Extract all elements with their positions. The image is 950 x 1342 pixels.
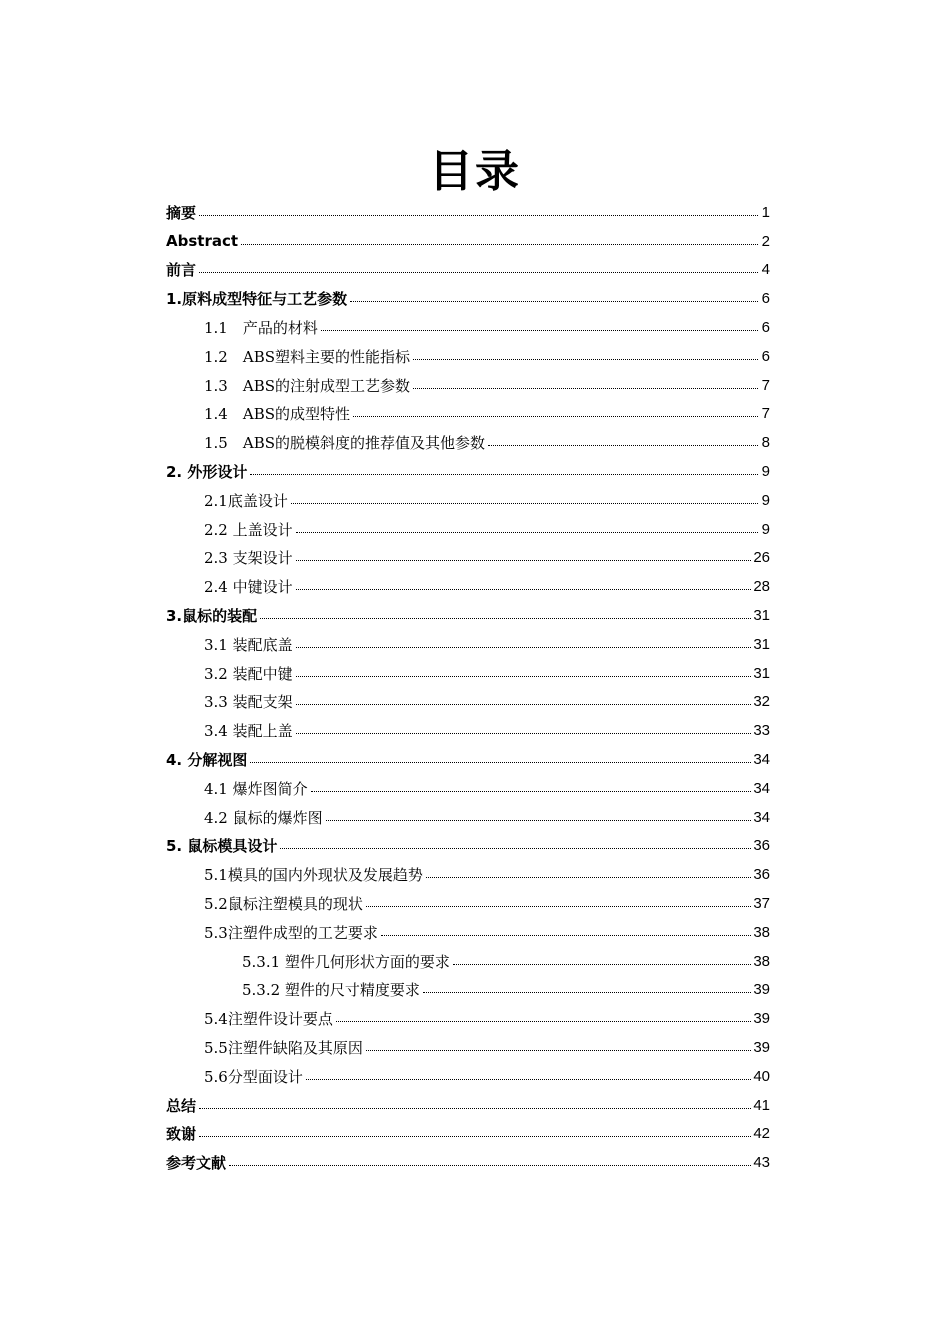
toc-dot-leader <box>296 589 752 590</box>
toc-entry-label: 5.3.2 塑件的尺寸精度要求 <box>242 981 420 1000</box>
toc-entry[interactable] <box>166 428 770 457</box>
toc-entry[interactable] <box>166 601 770 630</box>
toc-entry-label: 参考文献 <box>166 1154 227 1173</box>
toc-entry-page-number: 32 <box>753 693 770 711</box>
toc-entry-label: 2.4 中键设计 <box>204 578 293 597</box>
toc-dot-leader <box>413 388 758 389</box>
toc-entry-page-number: 6 <box>761 319 770 337</box>
toc-entry-label: 1.4 ABS的成型特性 <box>204 405 350 424</box>
toc-entry-label: 4.2 鼠标的爆炸图 <box>204 808 323 827</box>
toc-dot-leader <box>296 733 752 734</box>
toc-dot-leader <box>199 272 758 273</box>
toc-entry[interactable] <box>166 198 770 227</box>
toc-dot-leader <box>229 1165 751 1166</box>
toc-entry-label: 5.1模具的国内外现状及发展趋势 <box>204 866 423 885</box>
toc-entry-label: 3.鼠标的装配 <box>166 607 258 626</box>
toc-entry-page-number: 38 <box>753 923 770 941</box>
toc-dot-leader <box>199 215 758 216</box>
toc-entry-page-number: 26 <box>753 549 770 567</box>
toc-entry-page-number: 7 <box>761 376 770 394</box>
toc-entry-label: 1.1 产品的材料 <box>204 319 318 338</box>
toc-entry[interactable] <box>166 659 770 688</box>
toc-entry-page-number: 42 <box>753 1125 770 1143</box>
toc-dot-leader <box>423 992 751 993</box>
toc-dot-leader <box>296 560 752 561</box>
toc-dot-leader <box>350 301 758 302</box>
toc-dot-leader <box>488 445 758 446</box>
toc-entry[interactable] <box>166 1033 770 1062</box>
toc-entry-page-number: 36 <box>753 866 770 884</box>
toc-dot-leader <box>260 618 751 619</box>
toc-entry-label: 1.5 ABS的脱模斜度的推荐值及其他参数 <box>204 434 485 453</box>
toc-entry[interactable] <box>166 1062 770 1091</box>
toc-entry[interactable] <box>166 515 770 544</box>
toc-entry-page-number: 34 <box>753 751 770 769</box>
toc-entry[interactable] <box>166 486 770 515</box>
toc-entry[interactable] <box>166 1120 770 1149</box>
toc-entry[interactable] <box>166 284 770 313</box>
toc-entry[interactable] <box>166 544 770 573</box>
toc-entry-label: 5.6分型面设计 <box>204 1067 303 1086</box>
toc-entry-page-number: 8 <box>761 434 770 452</box>
toc-entry-page-number: 37 <box>753 895 770 913</box>
toc-entry-page-number: 31 <box>753 635 770 653</box>
toc-dot-leader <box>413 359 758 360</box>
toc-entry-label: 摘要 <box>166 203 197 222</box>
toc-dot-leader <box>280 848 751 849</box>
toc-dot-leader <box>296 532 758 533</box>
toc-dot-leader <box>353 416 758 417</box>
toc-entry-label: 3.4 装配上盖 <box>204 722 293 741</box>
toc-dot-leader <box>306 1079 751 1080</box>
toc-dot-leader <box>296 676 752 677</box>
table-of-contents <box>166 198 770 1177</box>
toc-entry[interactable] <box>166 745 770 774</box>
toc-dot-leader <box>426 877 751 878</box>
toc-entry-page-number: 9 <box>761 491 770 509</box>
toc-entry-label: 4. 分解视图 <box>166 751 248 770</box>
toc-entry-label: 2. 外形设计 <box>166 463 248 482</box>
toc-entry[interactable] <box>166 889 770 918</box>
toc-entry-label: 2.2 上盖设计 <box>204 520 293 539</box>
toc-dot-leader <box>321 330 758 331</box>
toc-entry-label: 2.1底盖设计 <box>204 491 288 510</box>
toc-entry-page-number: 2 <box>761 232 770 250</box>
toc-entry[interactable] <box>166 803 770 832</box>
toc-entry[interactable] <box>166 457 770 486</box>
toc-dot-leader <box>199 1108 751 1109</box>
toc-dot-leader <box>250 474 758 475</box>
toc-entry[interactable] <box>166 227 770 256</box>
toc-entry-label: 1.2 ABS塑料主要的性能指标 <box>204 347 410 366</box>
toc-entry[interactable] <box>166 630 770 659</box>
toc-entry-page-number: 4 <box>761 261 770 279</box>
toc-entry-page-number: 43 <box>753 1154 770 1172</box>
toc-dot-leader <box>250 762 751 763</box>
toc-entry-page-number: 6 <box>761 290 770 308</box>
toc-entry-page-number: 41 <box>753 1096 770 1114</box>
toc-entry-label: 5.4注塑件设计要点 <box>204 1010 333 1029</box>
toc-entry-page-number: 9 <box>761 520 770 538</box>
toc-dot-leader <box>241 244 758 245</box>
toc-entry-page-number: 33 <box>753 722 770 740</box>
toc-entry[interactable] <box>166 947 770 976</box>
toc-entry-label: 致谢 <box>166 1125 197 1144</box>
toc-dot-leader <box>366 1050 751 1051</box>
toc-entry-label: 5.3注塑件成型的工艺要求 <box>204 923 378 942</box>
toc-entry[interactable] <box>166 1091 770 1120</box>
toc-entry-page-number: 28 <box>753 578 770 596</box>
toc-dot-leader <box>311 791 752 792</box>
toc-entry[interactable] <box>166 918 770 947</box>
toc-entry-label: 2.3 支架设计 <box>204 549 293 568</box>
toc-entry-page-number: 36 <box>753 837 770 855</box>
toc-entry-page-number: 31 <box>753 607 770 625</box>
toc-entry[interactable] <box>166 400 770 429</box>
toc-entry[interactable] <box>166 976 770 1005</box>
toc-entry-label: 前言 <box>166 261 197 280</box>
toc-entry-page-number: 39 <box>753 981 770 999</box>
toc-entry[interactable] <box>166 342 770 371</box>
toc-entry-page-number: 31 <box>753 664 770 682</box>
toc-entry[interactable] <box>166 572 770 601</box>
toc-entry-label: 5.2鼠标注塑模具的现状 <box>204 895 363 914</box>
toc-dot-leader <box>366 906 751 907</box>
toc-entry-label: 5.5注塑件缺陷及其原因 <box>204 1039 363 1057</box>
toc-entry-page-number: 1 <box>761 203 770 221</box>
toc-dot-leader <box>326 820 752 821</box>
page-title: 目录 <box>429 146 521 197</box>
toc-entry[interactable] <box>166 1148 770 1177</box>
toc-dot-leader <box>453 964 751 965</box>
toc-entry[interactable] <box>166 256 770 285</box>
toc-entry-page-number: 38 <box>753 952 770 970</box>
toc-entry-label: 3.2 装配中键 <box>204 664 293 683</box>
toc-entry-label: 4.1 爆炸图简介 <box>204 779 308 798</box>
toc-entry-page-number: 39 <box>753 1039 770 1056</box>
toc-dot-leader <box>381 935 751 936</box>
toc-entry-page-number: 40 <box>753 1067 770 1085</box>
toc-entry[interactable] <box>166 313 770 342</box>
toc-entry-label: Abstract <box>166 232 239 251</box>
toc-entry[interactable] <box>166 774 770 803</box>
toc-entry[interactable] <box>166 716 770 745</box>
toc-entry-page-number: 9 <box>761 463 770 481</box>
toc-dot-leader <box>291 503 758 504</box>
toc-entry-label: 5.3.1 塑件几何形状方面的要求 <box>242 952 450 971</box>
toc-entry[interactable] <box>166 688 770 717</box>
toc-entry[interactable] <box>166 860 770 889</box>
toc-dot-leader <box>199 1136 751 1137</box>
toc-entry-page-number: 7 <box>761 405 770 423</box>
toc-entry-page-number: 39 <box>753 1010 770 1028</box>
toc-entry[interactable] <box>166 1004 770 1033</box>
toc-dot-leader <box>296 704 752 705</box>
toc-entry-label: 1.3 ABS的注射成型工艺参数 <box>204 376 410 395</box>
toc-entry-label: 总结 <box>166 1096 197 1115</box>
toc-entry-page-number: 34 <box>753 779 770 797</box>
toc-entry-page-number: 6 <box>761 347 770 365</box>
toc-entry[interactable] <box>166 832 770 861</box>
toc-entry-label: 5. 鼠标模具设计 <box>166 837 278 856</box>
toc-entry[interactable] <box>166 371 770 400</box>
toc-dot-leader <box>336 1021 751 1022</box>
toc-dot-leader <box>296 647 752 648</box>
toc-entry-label: 3.1 装配底盖 <box>204 635 293 654</box>
toc-entry-label: 1.原料成型特征与工艺参数 <box>166 290 348 309</box>
toc-entry-label: 3.3 装配支架 <box>204 693 293 712</box>
toc-entry-page-number: 34 <box>753 808 770 826</box>
